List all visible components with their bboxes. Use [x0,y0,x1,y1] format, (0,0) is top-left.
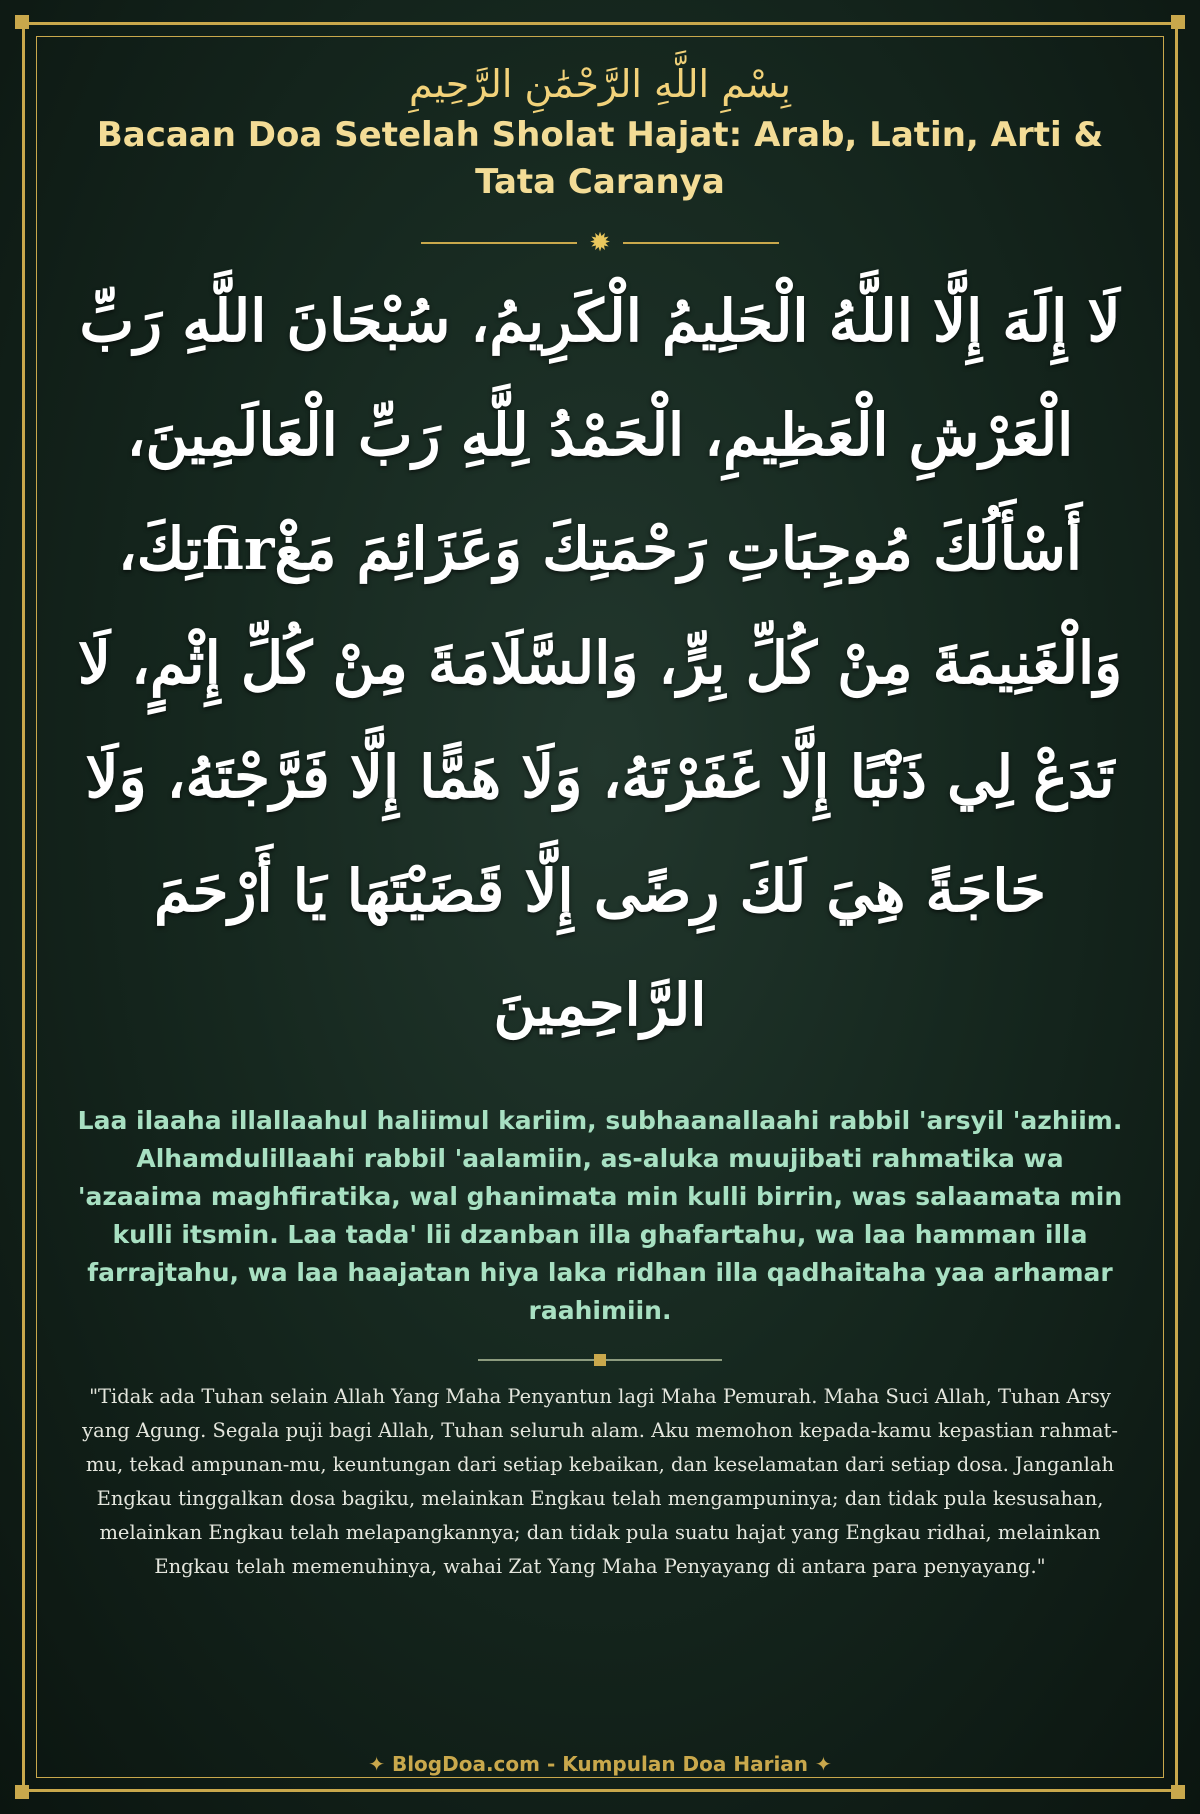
divider-line [606,1359,722,1361]
page-title: Bacaan Doa Setelah Sholat Hajat: Arab, Latin, Arti & Tata Caranya [96,115,1104,202]
corner-ornament [15,1785,29,1799]
corner-ornament [15,15,29,29]
corner-ornament [1171,15,1185,29]
footer-credit: ✦ BlogDoa.com - Kumpulan Doa Harian ✦ [368,1752,832,1776]
divider-line [478,1359,594,1361]
star-ornament-icon: ✹ [589,228,611,258]
bismillah: بِسْمِ اللَّهِ الرَّحْمَٰنِ الرَّحِيمِ [409,62,791,106]
section-divider [70,1354,1130,1366]
content [70,50,1130,1584]
divider-line [421,242,577,244]
divider-line [623,242,779,244]
ornament-divider [70,230,1130,256]
latin-transliteration: Laa ilaaha illallaahul haliimul kariim, subhaanallaahi rabbil 'arsyil 'azhiim. Alhamdulillaahi rabbil 'aalamiin, as-aluka muujibati rahmatika wa 'azaaima maghfiratika, wal ghanimata min kulli birrin, was salaamata min kulli itsmin. Laa tada' lii dzanban illa ghafartahu, wa laa hamman illa farrajtahu, wa laa haajatan hiya laka ridhan illa qadhaitaha yaa arhamar raahimiin. [77,1106,1123,1325]
diamond-ornament-icon [594,1354,606,1366]
corner-ornament [1171,1785,1185,1799]
translation: "Tidak ada Tuhan selain Allah Yang Maha Penyantun lagi Maha Pemurah. Maha Suci Allah, Tuhan Arsy yang Agung. Segala puji bagi Allah, Tuhan seluruh alam. Aku memohon kepada-kamu kepastian rahmat-mu, tekad ampunan-mu, keuntungan dari setiap kebaikan, dan keselamatan dari setiap dosa. Janganlah Engkau tinggalkan dosa bagiku, melainkan Engkau telah mengampuninya; dan tidak pula kesusahan, melainkan Engkau telah melapangkannya; dan tidak pula suatu hajat yang Engkau ridhai, melainkan Engkau telah memenuhinya, wahai Zat Yang Maha Penyayang di antara para penyayang." [82,1385,1118,1578]
arabic-prayer: لَا إِلَهَ إِلَّا اللَّهُ الْحَلِيمُ الْكَرِيمُ، سُبْحَانَ اللَّهِ رَبِّ الْعَرْشِ الْعَظِيمِ، الْحَمْدُ لِلَّهِ رَبِّ الْعَالَمِينَ، أَسْأَلُكَ مُوجِبَاتِ رَحْمَتِكَ وَعَزَائِمَ مَغْfirتِكَ، وَالْغَنِيمَةَ مِنْ كُلِّ بِرٍّ، وَالسَّلَامَةَ مِنْ كُلِّ إِثْمٍ، لَا تَدَعْ لِي ذَنْبًا إِلَّا غَفَرْتَهُ، وَلَا هَمًّا إِلَّا فَرَّجْتَهُ، وَلَا حَاجَةً هِيَ لَكَ رِضًى إِلَّا قَضَيْتَهَا يَا أَرْحَمَ الرَّاحِمِينَ [77,287,1123,1039]
